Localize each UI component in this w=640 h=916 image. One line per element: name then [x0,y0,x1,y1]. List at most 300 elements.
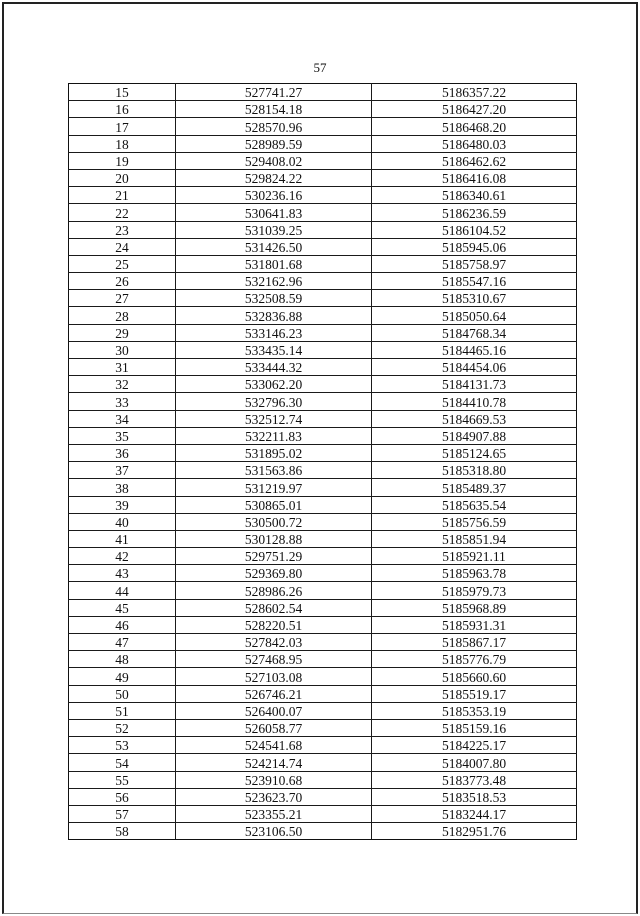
table-row [69,324,577,341]
y-coordinate-cell [372,359,577,376]
y-coordinate-cell [372,634,577,651]
x-coordinate-value: 533146.23 [244,325,303,341]
x-coordinate-cell [176,187,372,204]
y-coordinate-value: 5185635.54 [441,497,507,513]
y-coordinate-cell [372,702,577,719]
x-coordinate-value: 523355.21 [244,807,303,823]
x-coordinate-value: 528570.96 [244,119,303,135]
y-coordinate-value: 5184465.16 [441,343,507,358]
y-coordinate-value: 5184007.80 [441,755,507,771]
x-coordinate-value: 532796.30 [244,394,303,410]
point-number-cell [69,255,176,272]
y-coordinate-value: 5184410.78 [441,394,507,410]
y-coordinate-cell [372,444,577,461]
x-coordinate-cell [176,273,372,290]
y-coordinate-value: 5185519.17 [441,686,507,702]
table-row [69,496,577,513]
y-coordinate-value: 5185931.31 [441,618,507,633]
y-coordinate-value: 5186357.22 [441,85,507,101]
x-coordinate-value: 529824.22 [244,171,303,187]
x-coordinate-value: 524214.74 [244,755,303,771]
y-coordinate-cell [372,462,577,479]
y-coordinate-cell [372,376,577,393]
y-coordinate-cell [372,719,577,736]
point-number-cell [69,118,176,135]
point-number-cell [69,290,176,307]
x-coordinate-cell [176,221,372,238]
x-coordinate-cell [176,582,372,599]
coordinate-table [68,83,577,840]
x-coordinate-value: 526400.07 [244,703,303,719]
x-coordinate-cell [176,462,372,479]
point-number-value: 56 [115,789,129,805]
x-coordinate-value: 530128.88 [244,532,303,548]
y-coordinate-cell [372,84,577,101]
point-number-value: 51 [115,703,129,719]
point-number-value: 33 [115,394,129,410]
y-coordinate-value: 5186427.20 [441,102,507,118]
table-row [69,530,577,547]
table-row [69,290,577,307]
point-number-value: 34 [115,411,129,427]
y-coordinate-cell [372,513,577,530]
table-row [69,823,577,840]
y-coordinate-value: 5186236.59 [441,205,507,221]
y-coordinate-value: 5183244.17 [441,807,507,823]
x-coordinate-value: 532162.96 [244,274,303,290]
y-coordinate-cell [372,754,577,771]
table-row [69,754,577,771]
y-coordinate-value: 5185124.65 [441,446,507,462]
y-coordinate-cell [372,668,577,685]
point-number-cell [69,565,176,582]
point-number-cell [69,101,176,118]
x-coordinate-cell [176,805,372,822]
table-row [69,393,577,410]
x-coordinate-cell [176,823,372,840]
table-row [69,169,577,186]
x-coordinate-value: 530641.83 [244,205,303,221]
x-coordinate-value: 532508.59 [244,291,303,307]
y-coordinate-cell [372,135,577,152]
x-coordinate-cell [176,685,372,702]
point-number-cell [69,324,176,341]
table-row [69,135,577,152]
y-coordinate-cell [372,118,577,135]
point-number-cell [69,582,176,599]
table-row [69,462,577,479]
point-number-cell [69,599,176,616]
point-number-value: 50 [115,686,129,702]
x-coordinate-value: 528602.54 [244,600,303,616]
x-coordinate-cell [176,359,372,376]
y-coordinate-value: 5186340.61 [441,188,507,204]
table-row [69,737,577,754]
y-coordinate-value: 5185310.67 [441,291,507,307]
point-number-cell [69,513,176,530]
y-coordinate-value: 5182951.76 [441,824,507,840]
table-row [69,479,577,496]
point-number-value: 38 [115,480,129,496]
table-row [69,444,577,461]
y-coordinate-cell [372,427,577,444]
y-coordinate-cell [372,393,577,410]
y-coordinate-cell [372,187,577,204]
table-row [69,685,577,702]
point-number-value: 49 [115,669,129,685]
y-coordinate-cell [372,771,577,788]
y-coordinate-value: 5184669.53 [441,411,507,427]
y-coordinate-value: 5186104.52 [441,222,507,238]
y-coordinate-cell [372,823,577,840]
x-coordinate-value: 526746.21 [244,686,303,702]
point-number-cell [69,187,176,204]
x-coordinate-value: 531895.02 [244,446,303,462]
point-number-value: 19 [115,153,129,169]
x-coordinate-value: 530236.16 [244,188,303,204]
y-coordinate-value: 5185867.17 [441,635,507,651]
x-coordinate-cell [176,634,372,651]
x-coordinate-value: 530500.72 [244,514,303,530]
y-coordinate-cell [372,530,577,547]
table-row [69,513,577,530]
point-number-value: 29 [115,325,129,341]
y-coordinate-value: 5185758.97 [441,257,507,273]
point-number-value: 24 [115,239,129,255]
point-number-cell [69,307,176,324]
x-coordinate-value: 533444.32 [244,360,303,376]
x-coordinate-value: 528986.26 [244,583,303,599]
point-number-value: 28 [115,308,129,324]
y-coordinate-value: 5185318.80 [441,463,507,479]
x-coordinate-value: 528989.59 [244,136,303,152]
x-coordinate-cell [176,616,372,633]
y-coordinate-cell [372,616,577,633]
table-row [69,565,577,582]
x-coordinate-value: 524541.68 [244,738,303,754]
table-row [69,410,577,427]
x-coordinate-value: 529369.80 [244,566,303,582]
point-number-value: 44 [115,583,129,599]
x-coordinate-value: 528220.51 [244,618,303,633]
point-number-cell [69,341,176,358]
point-number-value: 52 [115,721,129,737]
point-number-value: 20 [115,171,129,187]
y-coordinate-cell [372,651,577,668]
x-coordinate-value: 531426.50 [244,239,303,255]
table-row [69,101,577,118]
point-number-value: 16 [115,102,129,118]
x-coordinate-cell [176,135,372,152]
y-coordinate-value: 5185159.16 [441,721,507,737]
y-coordinate-cell [372,273,577,290]
x-coordinate-value: 531039.25 [244,222,303,238]
table-row [69,187,577,204]
y-coordinate-cell [372,169,577,186]
x-coordinate-cell [176,169,372,186]
point-number-cell [69,651,176,668]
point-number-value: 36 [115,446,129,462]
point-number-value: 54 [115,755,129,771]
point-number-value: 15 [115,85,129,101]
y-coordinate-value: 5184131.73 [441,377,507,393]
x-coordinate-cell [176,290,372,307]
x-coordinate-value: 530865.01 [244,497,303,513]
table-row [69,668,577,685]
y-coordinate-cell [372,290,577,307]
y-coordinate-cell [372,410,577,427]
point-number-cell [69,634,176,651]
y-coordinate-value: 5183518.53 [441,789,507,805]
y-coordinate-value: 5185353.19 [441,703,507,719]
x-coordinate-value: 527842.03 [244,635,303,651]
point-number-cell [69,152,176,169]
y-coordinate-value: 5184907.88 [441,428,507,444]
point-number-value: 30 [115,343,129,358]
point-number-value: 43 [115,566,129,582]
point-number-cell [69,719,176,736]
x-coordinate-cell [176,376,372,393]
y-coordinate-value: 5185050.64 [441,308,507,324]
table-row [69,634,577,651]
y-coordinate-cell [372,204,577,221]
point-number-value: 22 [115,205,129,221]
x-coordinate-cell [176,84,372,101]
point-number-value: 25 [115,257,129,273]
x-coordinate-cell [176,479,372,496]
table-row [69,599,577,616]
y-coordinate-value: 5184768.34 [441,325,507,341]
x-coordinate-cell [176,341,372,358]
point-number-value: 42 [115,549,129,565]
point-number-cell [69,668,176,685]
point-number-cell [69,376,176,393]
y-coordinate-value: 5185963.78 [441,566,507,582]
point-number-value: 57 [115,807,129,823]
point-number-cell [69,685,176,702]
table-row [69,341,577,358]
y-coordinate-value: 5185968.89 [441,600,507,616]
x-coordinate-cell [176,719,372,736]
point-number-cell [69,84,176,101]
point-number-value: 41 [115,532,129,548]
y-coordinate-value: 5185851.94 [441,532,507,548]
x-coordinate-cell [176,307,372,324]
table-row [69,152,577,169]
y-coordinate-cell [372,479,577,496]
y-coordinate-cell [372,341,577,358]
y-coordinate-cell [372,101,577,118]
y-coordinate-cell [372,788,577,805]
point-number-value: 23 [115,222,129,238]
point-number-value: 17 [115,119,129,135]
table-row [69,719,577,736]
x-coordinate-value: 528154.18 [244,102,303,118]
point-number-value: 27 [115,291,129,307]
point-number-cell [69,204,176,221]
point-number-value: 39 [115,497,129,513]
x-coordinate-value: 523910.68 [244,772,303,788]
x-coordinate-value: 532211.83 [245,428,302,444]
x-coordinate-cell [176,599,372,616]
table-row [69,702,577,719]
x-coordinate-cell [176,118,372,135]
y-coordinate-value: 5185921.11 [442,549,506,565]
point-number-value: 26 [115,274,129,290]
table-row [69,359,577,376]
table-row [69,651,577,668]
x-coordinate-value: 533435.14 [244,343,303,358]
y-coordinate-cell [372,599,577,616]
table-row [69,548,577,565]
table-row [69,118,577,135]
table-row [69,255,577,272]
y-coordinate-value: 5184225.17 [441,738,507,754]
point-number-cell [69,754,176,771]
table-row [69,307,577,324]
y-coordinate-value: 5185660.60 [441,669,507,685]
y-coordinate-cell [372,805,577,822]
point-number-cell [69,273,176,290]
x-coordinate-value: 523623.70 [244,789,303,805]
y-coordinate-value: 5186462.62 [441,153,507,169]
point-number-value: 47 [115,635,129,651]
coordinate-table-body [69,84,577,840]
x-coordinate-value: 531801.68 [244,257,303,273]
point-number-cell [69,805,176,822]
y-coordinate-cell [372,324,577,341]
point-number-cell [69,771,176,788]
point-number-cell [69,135,176,152]
y-coordinate-cell [372,565,577,582]
x-coordinate-cell [176,152,372,169]
y-coordinate-value: 5185979.73 [441,583,507,599]
point-number-cell [69,823,176,840]
point-number-cell [69,479,176,496]
point-number-cell [69,548,176,565]
point-number-cell [69,427,176,444]
y-coordinate-cell [372,221,577,238]
page-number: 57 [313,60,327,75]
table-row [69,273,577,290]
x-coordinate-value: 533062.20 [244,377,303,393]
y-coordinate-cell [372,685,577,702]
x-coordinate-cell [176,427,372,444]
point-number-value: 48 [115,652,129,668]
point-number-value: 58 [115,824,129,840]
x-coordinate-cell [176,788,372,805]
table-row [69,616,577,633]
y-coordinate-value: 5186480.03 [441,136,507,152]
table-row [69,805,577,822]
x-coordinate-cell [176,238,372,255]
x-coordinate-value: 527468.95 [244,652,303,668]
point-number-value: 53 [115,738,129,754]
table-row [69,788,577,805]
point-number-value: 55 [115,772,129,788]
x-coordinate-cell [176,444,372,461]
x-coordinate-value: 523106.50 [244,824,303,840]
y-coordinate-value: 5186416.08 [441,171,507,187]
table-row [69,376,577,393]
point-number-cell [69,462,176,479]
x-coordinate-value: 529408.02 [244,153,303,169]
y-coordinate-cell [372,496,577,513]
point-number-value: 46 [115,618,129,633]
y-coordinate-value: 5186468.20 [441,119,507,135]
y-coordinate-value: 5185756.59 [441,514,507,530]
x-coordinate-cell [176,548,372,565]
x-coordinate-cell [176,324,372,341]
point-number-value: 35 [115,428,129,444]
table-row [69,582,577,599]
point-number-value: 21 [115,188,129,204]
x-coordinate-cell [176,255,372,272]
point-number-value: 45 [115,600,129,616]
x-coordinate-cell [176,513,372,530]
y-coordinate-cell [372,548,577,565]
table-row [69,238,577,255]
y-coordinate-value: 5184454.06 [441,360,507,376]
point-number-cell [69,238,176,255]
point-number-cell [69,496,176,513]
x-coordinate-value: 532512.74 [244,411,303,427]
y-coordinate-value: 5185776.79 [441,652,507,668]
x-coordinate-cell [176,702,372,719]
y-coordinate-cell [372,238,577,255]
x-coordinate-cell [176,668,372,685]
table-row [69,771,577,788]
y-coordinate-cell [372,307,577,324]
y-coordinate-value: 5185547.16 [441,274,507,290]
x-coordinate-value: 526058.77 [244,721,303,737]
point-number-cell [69,702,176,719]
point-number-cell [69,410,176,427]
x-coordinate-cell [176,496,372,513]
x-coordinate-value: 531563.86 [244,463,303,479]
point-number-cell [69,169,176,186]
point-number-value: 31 [115,360,129,376]
y-coordinate-value: 5185945.06 [441,239,507,255]
x-coordinate-value: 529751.29 [244,549,303,565]
y-coordinate-value: 5185489.37 [441,480,507,496]
y-coordinate-cell [372,152,577,169]
x-coordinate-cell [176,754,372,771]
x-coordinate-cell [176,204,372,221]
point-number-cell [69,788,176,805]
x-coordinate-cell [176,410,372,427]
y-coordinate-cell [372,582,577,599]
point-number-cell [69,444,176,461]
y-coordinate-cell [372,737,577,754]
x-coordinate-cell [176,530,372,547]
x-coordinate-cell [176,565,372,582]
point-number-cell [69,221,176,238]
x-coordinate-cell [176,771,372,788]
y-coordinate-cell [372,255,577,272]
x-coordinate-value: 532836.88 [244,308,303,324]
point-number-value: 40 [115,514,129,530]
x-coordinate-value: 527741.27 [244,85,303,101]
point-number-cell [69,737,176,754]
table-row [69,204,577,221]
y-coordinate-value: 5183773.48 [441,772,507,788]
table-row [69,221,577,238]
point-number-cell [69,359,176,376]
point-number-value: 37 [115,463,129,479]
table-row [69,427,577,444]
point-number-cell [69,530,176,547]
